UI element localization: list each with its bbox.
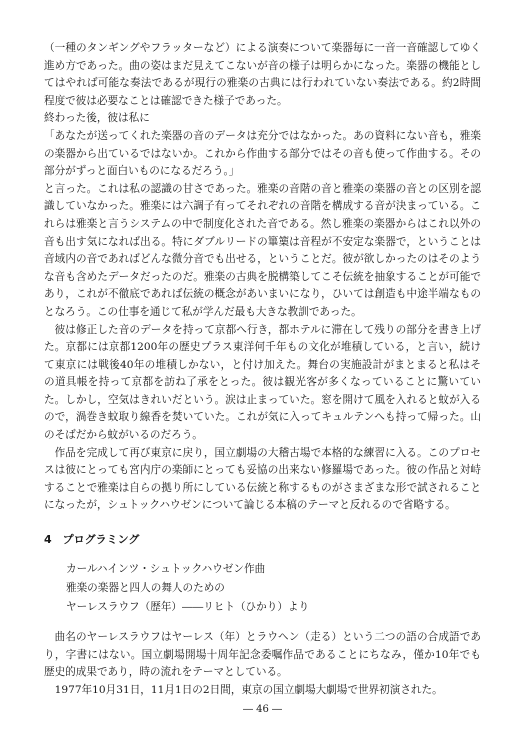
paragraph: と言った。これは私の認識の甘さであった。雅楽の音階の音と雅楽の楽器の音との区別を認識していなかった。雅楽には六調子有ってそれぞれの音階を構成する音が決まっている。これらは雅楽と言うシステムの中で制度化された音である。然し雅楽の楽器からはこれ以外の音も出す気になれば出る。特にダブルリードの篳篥は音程が不安定な楽器で，ということは音域内の音であればどんな微分音でも出せる，ということだ。彼が欲しかったのはそのような音も含めたデータだったのだ。雅楽の古典を脱構築してこそ伝統を抽象することが可能であり，これが不徹底であれば伝統の概念があいまいになり，ひいては創造も中途半端なものとなろう。この仕事を通じて私が学んだ最も大きな教訓であった。 [44, 182, 481, 318]
page-body [44, 40, 481, 699]
section-heading: 4 プログラミング [44, 533, 140, 547]
paragraph: 1977年10月31日，11月1日の2日間，東京の国立劇場大劇場で世界初演された。 [54, 683, 443, 696]
quote-paragraph: 「あなたが送ってくれた楽器の音のデータは充分ではなかった。あの資料にない音も，雅楽の楽器から出ているではないか。これから作曲する部分ではその音も使って作曲する。その部分がずっと面白いものになるだろう。」 [44, 129, 481, 178]
paragraph: 作品を完成して再び東京に戻り，国立劇場の大稽古場で本格的な練習に入る。このプロセスは彼にとっても宮内庁の楽師にとっても妥協の出来ない修羅場であった。彼の作品と対峙することで雅楽は自らの拠り所にしている伝統と称するものがさまざまな形で試されることになったが，シュトックハウゼンについて論じる本稿のテーマと反れるので省略する。 [44, 446, 481, 512]
work-credits [66, 560, 481, 617]
paragraph: 曲名のヤーレスラウフはヤーレス（年）とラウヘン（走る）という二つの語の合成語であり，字書にはない。国立劇場開場十周年記念委嘱作品であることにちなみ，僅か10年でも歴史的成果であり，時の流れをテーマとしている。 [44, 631, 481, 679]
credit-line: ヤーレスラウフ（歴年）――リヒト（ひかり）より [66, 601, 310, 614]
page-number: ― 46 ― [242, 704, 283, 715]
paragraph: 彼は修正した音のデータを持って京都へ行き，都ホテルに滞在して残りの部分を書き上げた。京都には京都1200年の歴史プラス東洋何千年もの文化が堆積している，と言い，続けて東京には戦後40年の堆積しかない，と付け加えた。舞台の実施設計がまとまると私はその道具帳を持って京都を訪ね了承をとった。彼は観光客が多くなっていることに驚いていた。しかし，空気はきれいだという。涙は止まっていた。窓を開けて風を入れると蚊が入るので，渦巻き蚊取り線香を焚いていた。これが気に入ってキュルテンへも持って帰った。山のそばだから蚊がいるのだろう。 [44, 323, 481, 442]
credit-line: 雅楽の楽器と四人の舞人のための [66, 582, 225, 595]
credit-line: カールハインツ・シュトックハウゼン作曲 [66, 563, 266, 576]
paragraph: （一種のタンギングやフラッターなど）による演奏について楽器毎に一音一音確認してゆく進め方であった。曲の姿はまだ見えてこないが音の様子は明らかになった。楽器の機能としてはやれば可能な奏法であるが現行の雅楽の古典には行われていない奏法である。約2時間程度で彼は必要なことは確認できた様子であった。 [44, 42, 481, 107]
paragraph: 終わった後，彼は私に [44, 112, 150, 125]
